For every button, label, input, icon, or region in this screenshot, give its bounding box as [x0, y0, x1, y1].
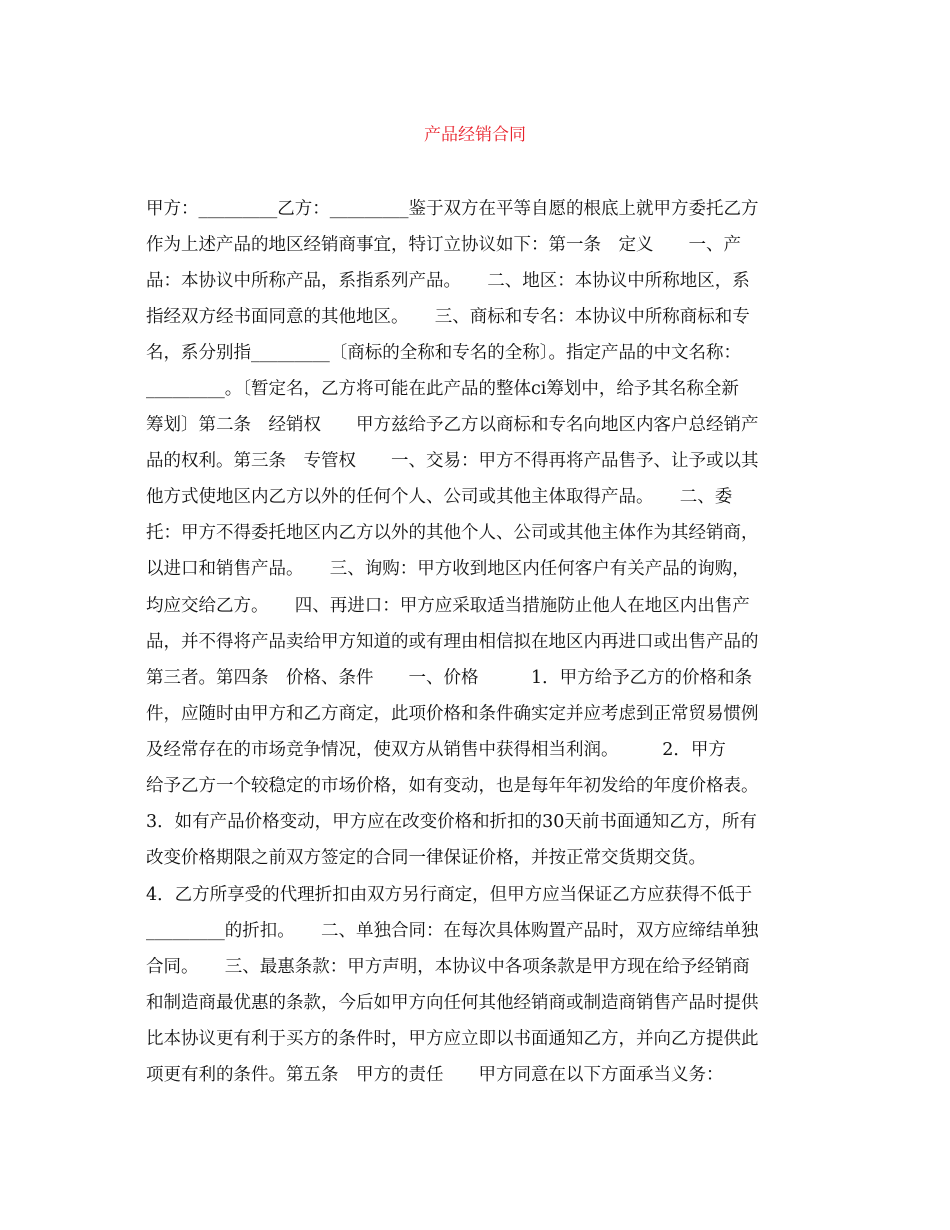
text-line: _________。〔暂定名，乙方将可能在此产品的整体ci筹划中，给予其名称全新	[146, 379, 739, 399]
text-line: 他方式使地区内乙方以外的任何个人、公司或其他主体取得产品。 二、委	[146, 487, 733, 507]
text-line: _________的折扣。 二、单独合同：在每次具体购置产品时，双方应缔结单独	[146, 921, 759, 941]
text-line: 3．如有产品价格变动，甲方应在改变价格和折扣的30天前书面通知乙方，所有	[146, 812, 757, 832]
text-line: 以进口和销售产品。 三、询购：甲方收到地区内任何客户有关产品的询购，	[146, 559, 750, 579]
text-line: 给予乙方一个较稳定的市场价格，如有变动，也是每年年初发给的年度价格表。	[146, 776, 759, 796]
text-line: 均应交给乙方。 四、再进口：甲方应采取适当措施防止他人在地区内出售产	[146, 596, 750, 616]
text-line: 项更有利的条件。第五条 甲方的责任 甲方同意在以下方面承当义务：	[146, 1065, 724, 1085]
text-line: 品的权利。第三条 专管权 一、交易：甲方不得再将产品售予、让予或以其	[146, 451, 759, 471]
text-line: 改变价格期限之前双方签定的合同一律保证价格，并按正常交货期交货。	[146, 848, 706, 868]
text-line: 名，系分别指_________〔商标的全称和专名的全称〕。指定产品的中文名称：	[146, 343, 741, 363]
text-line: 4．乙方所享受的代理折扣由双方另行商定，但甲方应当保证乙方应获得不低于	[146, 885, 753, 905]
text-line: 筹划〕第二条 经销权 甲方兹给予乙方以商标和专名向地区内客户总经销产	[146, 415, 759, 435]
text-line: 及经常存在的市场竞争情况，使双方从销售中获得相当利润。 2．甲方	[146, 740, 726, 760]
text-line: 指经双方经书面同意的其他地区。 三、商标和专名：本协议中所称商标和专	[146, 307, 750, 327]
text-line: 作为上述产品的地区经销商事宜，特订立协议如下：第一条 定义 一、产	[146, 235, 741, 255]
text-line: 品：本协议中所称产品，系指系列产品。 二、地区：本协议中所称地区，系	[146, 271, 750, 291]
text-line: 托：甲方不得委托地区内乙方以外的其他个人、公司或其他主体作为其经销商，	[146, 523, 759, 543]
text-line: 和制造商最优惠的条款，今后如甲方向任何其他经销商或制造商销售产品时提供	[146, 993, 759, 1013]
text-line: 合同。 三、最惠条款：甲方声明，本协议中各项条款是甲方现在给予经销商	[146, 957, 750, 977]
text-line: 品，并不得将产品卖给甲方知道的或有理由相信拟在地区内再进口或出售产品的	[146, 632, 759, 652]
text-line: 件，应随时由甲方和乙方商定，此项价格和条件确实定并应考虑到正常贸易惯例	[146, 704, 759, 724]
document-title: 产品经销合同	[424, 125, 526, 145]
text-line: 比本协议更有利于买方的条件时，甲方应立即以书面通知乙方，并向乙方提供此	[146, 1029, 759, 1049]
text-line: 第三者。第四条 价格、条件 一、价格 1．甲方给予乙方的价格和条	[146, 668, 753, 688]
text-line: 甲方：_________乙方：_________鉴于双方在平等自愿的根底上就甲方委托乙方	[146, 199, 759, 219]
